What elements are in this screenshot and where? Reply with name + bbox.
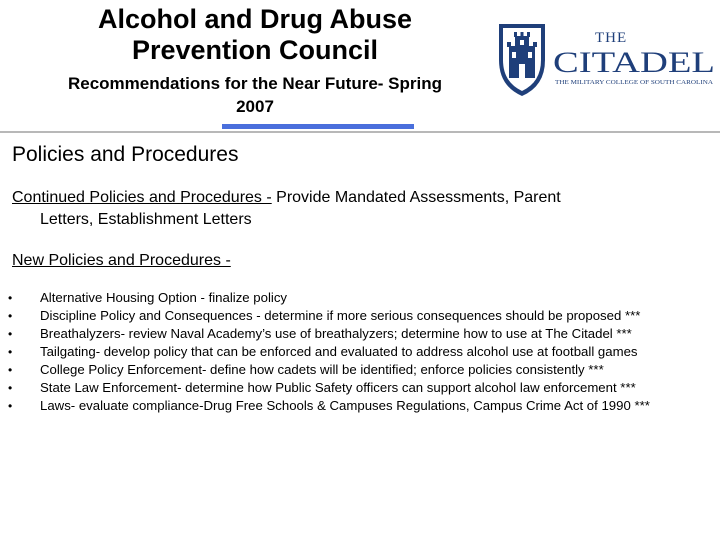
section-heading: Policies and Procedures [12,143,239,166]
title-line-1: Alcohol and Drug Abuse [97,4,412,34]
bullet-icon: • [8,291,13,305]
continued-policies [12,187,712,231]
list-item: • State Law Enforcement- determine how Public Safety officers can support alcohol law enforcement *** [8,380,636,395]
new-policies-heading: New Policies and Procedures - [12,252,231,269]
bullet-icon: • [8,399,13,413]
castle-shield-icon [499,24,545,96]
bullet-icon: • [8,309,13,323]
logo-citadel: CITADEL [553,46,715,79]
subtitle-line-1: Recommendations for the Near Future- Spring [67,74,443,93]
bullet-icon: • [8,327,13,341]
continued-label: Continued Policies and Procedures - [12,189,272,206]
page-title [20,4,490,66]
page-subtitle [20,72,490,118]
list-item: • Laws- evaluate compliance-Drug Free Schools & Campuses Regulations, Campus Crime Act of 1990 *** [8,398,650,413]
continued-text-2: Letters, Establishment Letters [40,211,252,228]
new-policies-list [8,289,720,415]
list-item: • Discipline Policy and Consequences - determine if more serious consequences should be proposed *** [8,308,641,323]
list-item: • College Policy Enforcement- define how cadets will be identified; enforce policies consistently *** [8,362,604,377]
bullet-icon: • [8,381,13,395]
citadel-logo [495,20,717,100]
subtitle-line-2: 2007 [236,97,274,116]
logo-the: THE [595,30,628,46]
title-block [20,4,490,118]
list-item: • Tailgating- develop policy that can be enforced and evaluated to address alcohol use at football games [8,344,638,359]
list-item: • Breathalyzers- review Naval Academy’s use of breathalyzers; determine how to use at The Citadel *** [8,326,632,341]
continued-text-1: Provide Mandated Assessments, Parent [271,189,561,206]
divider-rule [0,131,720,133]
title-line-2: Prevention Council [131,35,379,65]
accent-bar [222,124,414,129]
bullet-icon: • [8,363,13,377]
bullet-icon: • [8,345,13,359]
logo-tagline: THE MILITARY COLLEGE OF SOUTH CAROLINA [555,79,714,86]
list-item: • Alternative Housing Option - finalize policy [8,290,288,305]
